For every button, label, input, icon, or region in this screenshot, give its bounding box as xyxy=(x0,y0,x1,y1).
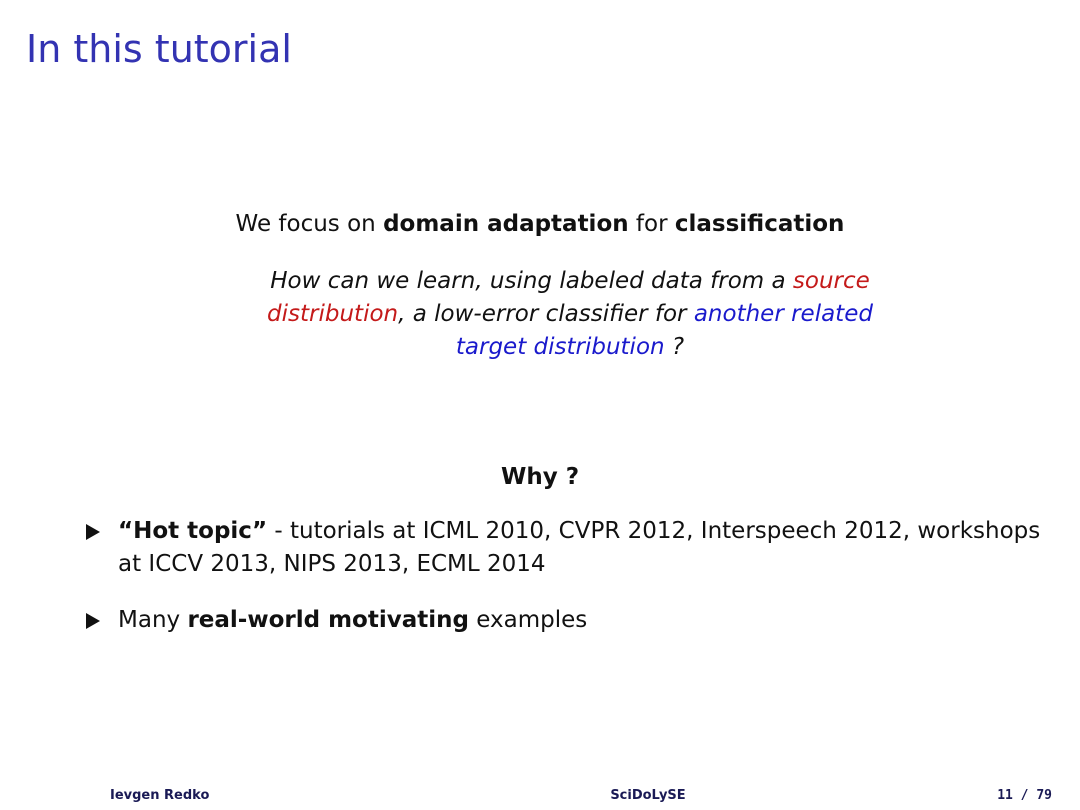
bullet-triangle-icon xyxy=(86,613,100,629)
bullet-hot-topic xyxy=(84,515,1044,581)
bullet-list xyxy=(84,515,1044,660)
focus-term-domain-adaptation: domain adaptation xyxy=(383,211,629,237)
slide-footer xyxy=(0,788,1080,808)
bullet-triangle-icon xyxy=(86,524,100,540)
bullet-hot-topic-text: - tutorials at ICML 2010, CVPR 2012, Interspeech 2012, workshops at ICCV 2013, NIPS 2013, ECML 2014 xyxy=(118,518,1041,577)
slide-title: In this tutorial xyxy=(26,27,292,71)
focus-mid: for xyxy=(628,211,675,237)
footer-author: Ievgen Redko xyxy=(110,788,210,803)
source-distribution: source distribution xyxy=(267,268,870,327)
focus-term-classification: classification xyxy=(674,211,845,237)
target-distribution: another related target distribution xyxy=(455,301,873,360)
question-part3: ? xyxy=(664,334,685,360)
question-part1: How can we learn, using labeled data from a xyxy=(270,268,793,294)
bullet-real-world xyxy=(84,604,1044,637)
why-heading: Why ? xyxy=(500,464,580,490)
footer-venue: SciDoLySE xyxy=(610,788,686,803)
question-part2: , a low-error classifier for xyxy=(398,301,694,327)
footer-page-number: 11 / 79 xyxy=(997,788,1052,803)
focus-statement xyxy=(0,208,1080,240)
bullet-real-world-pre: Many xyxy=(118,607,188,633)
focus-prefix: We focus on xyxy=(235,211,384,237)
research-question xyxy=(240,265,900,364)
bullet-real-world-post: examples xyxy=(468,607,588,633)
bullet-real-world-bold: real-world motivating xyxy=(187,607,469,633)
bullet-hot-topic-bold: “Hot topic” xyxy=(118,518,268,544)
